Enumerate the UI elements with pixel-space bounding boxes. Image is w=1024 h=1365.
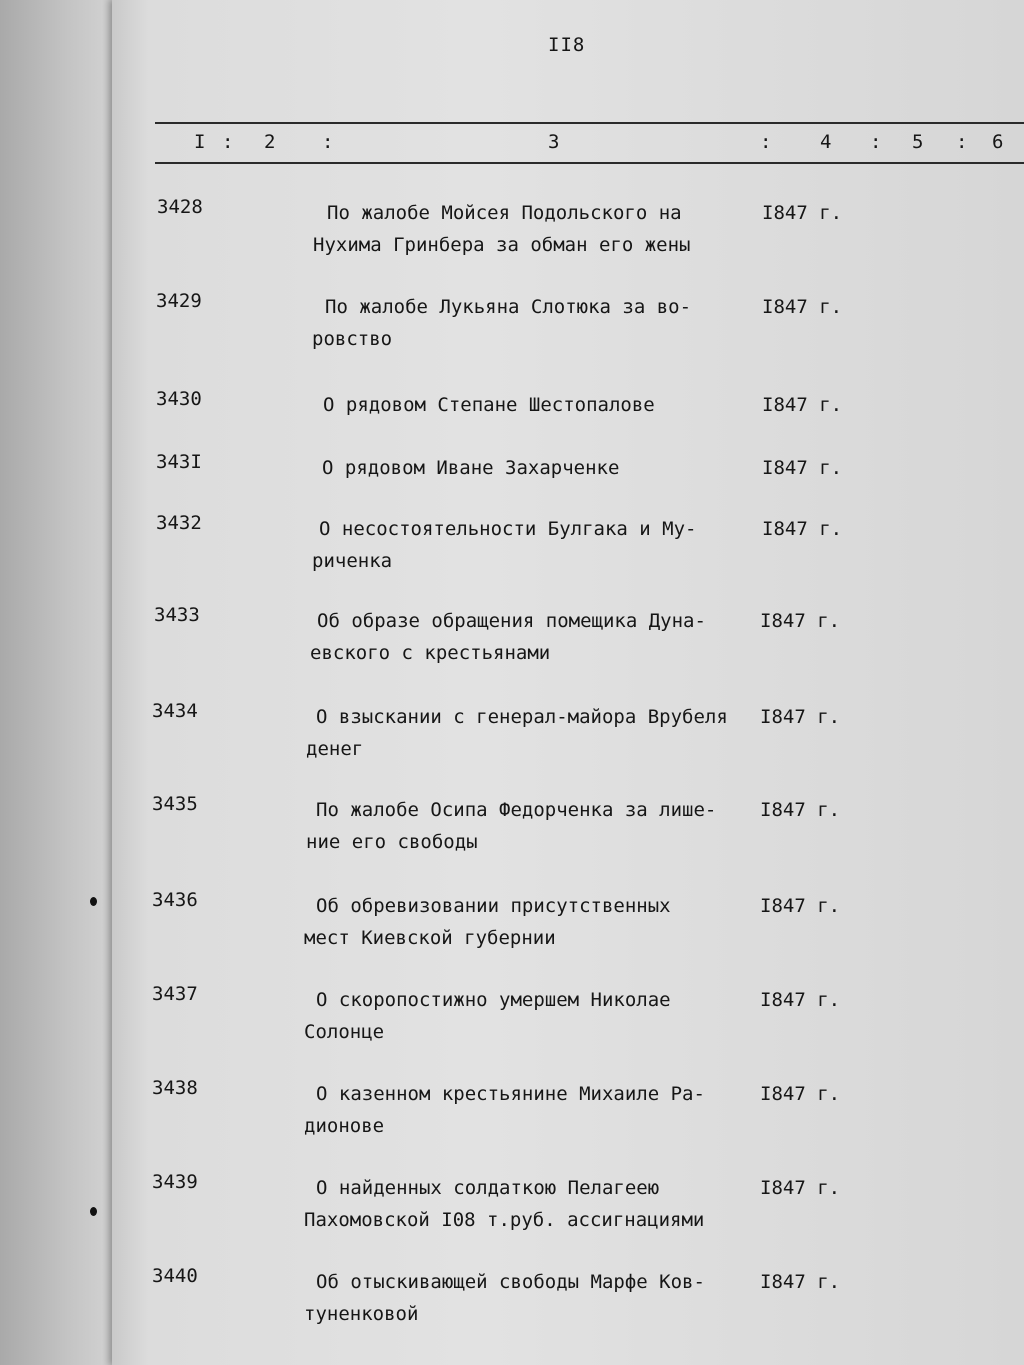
table-row — [0, 512, 1024, 592]
record-title-line-1: По жалобе Осипа Федорченка за лише- — [316, 799, 717, 821]
record-title-line-2: риченка — [312, 550, 393, 572]
record-year: I847 г. — [760, 1177, 841, 1199]
record-number: 3435 — [152, 793, 198, 815]
header-top-rule — [155, 122, 1024, 124]
header-bottom-rule — [155, 162, 1024, 164]
record-number: 3430 — [156, 388, 202, 410]
record-title-line-1: Об обревизовании присутственных — [316, 895, 671, 917]
record-title-line-1: О скоропостижно умершем Николае — [316, 989, 671, 1011]
record-year: I847 г. — [760, 1083, 841, 1105]
record-year: I847 г. — [760, 706, 841, 728]
record-year: I847 г. — [762, 296, 843, 318]
record-number: 3429 — [156, 290, 202, 312]
table-row — [0, 1265, 1024, 1345]
table-row — [0, 1171, 1024, 1251]
record-number: 3439 — [152, 1171, 198, 1193]
record-number: 3434 — [152, 700, 198, 722]
header-separator: : — [322, 131, 334, 153]
record-title-line-2: ровство — [312, 328, 393, 350]
record-title-line-1: О рядовом Иване Захарченке — [322, 457, 620, 479]
record-year: I847 г. — [760, 1271, 841, 1293]
record-year: I847 г. — [762, 457, 843, 479]
record-number: 3432 — [156, 512, 202, 534]
record-title-line-1: О взыскании с генерал-майора Врубеля — [316, 706, 728, 728]
page-number: II8 — [548, 34, 586, 56]
header-separator: : — [870, 131, 882, 153]
header-col-4: 4 — [820, 131, 832, 153]
record-title-line-2: денег — [306, 738, 364, 760]
header-separator: : — [956, 131, 968, 153]
table-row — [0, 700, 1024, 780]
table-row — [0, 196, 1024, 276]
table-row — [0, 290, 1024, 370]
table-row — [0, 983, 1024, 1063]
record-title-line-1: О казенном крестьянине Михаиле Ра- — [316, 1083, 705, 1105]
record-year: I847 г. — [762, 394, 843, 416]
record-year: I847 г. — [762, 202, 843, 224]
record-title-line-1: Об отыскивающей свободы Марфе Ков- — [316, 1271, 705, 1293]
header-col-6: 6 — [992, 131, 1004, 153]
header-col-1: I — [194, 131, 206, 153]
header-separator: : — [222, 131, 234, 153]
table-row — [0, 793, 1024, 873]
record-year: I847 г. — [760, 799, 841, 821]
record-number: 343I — [156, 451, 202, 473]
record-title-line-2: Солонце — [304, 1021, 385, 1043]
record-title-line-1: Об образе обращения помещика Дуна- — [317, 610, 706, 632]
table-row — [0, 1077, 1024, 1157]
record-title-line-2: ние его свободы — [306, 831, 478, 853]
record-title-line-2: дионове — [304, 1115, 385, 1137]
record-year: I847 г. — [760, 989, 841, 1011]
record-title-line-1: О несостоятельности Булгака и Му- — [319, 518, 697, 540]
record-title-line-2: мест Киевской губернии — [304, 927, 556, 949]
record-title-line-1: По жалобе Лукьяна Слотюка за во- — [325, 296, 692, 318]
record-number: 3440 — [152, 1265, 198, 1287]
record-title-line-1: О найденных солдаткою Пелагеею — [316, 1177, 660, 1199]
record-title-line-1: По жалобе Мойсея Подольского на — [327, 202, 682, 224]
table-row — [0, 604, 1024, 684]
table-row — [0, 889, 1024, 969]
header-col-2: 2 — [264, 131, 276, 153]
record-title-line-2: Нухима Гринбера за обман его жены — [313, 234, 691, 256]
record-title-line-2: Пахомовской I08 т.руб. ассигнациями — [304, 1209, 705, 1231]
record-number: 3438 — [152, 1077, 198, 1099]
record-year: I847 г. — [760, 895, 841, 917]
record-number: 3436 — [152, 889, 198, 911]
record-title-line-2: евского с крестьянами — [310, 642, 551, 664]
record-year: I847 г. — [762, 518, 843, 540]
record-year: I847 г. — [760, 610, 841, 632]
record-number: 3433 — [154, 604, 200, 626]
header-col-3: 3 — [548, 131, 560, 153]
header-separator: : — [760, 131, 772, 153]
record-title-line-2: туненковой — [304, 1303, 419, 1325]
record-number: 3428 — [157, 196, 203, 218]
record-number: 3437 — [152, 983, 198, 1005]
record-title-line-1: О рядовом Степане Шестопалове — [323, 394, 655, 416]
header-col-5: 5 — [912, 131, 924, 153]
